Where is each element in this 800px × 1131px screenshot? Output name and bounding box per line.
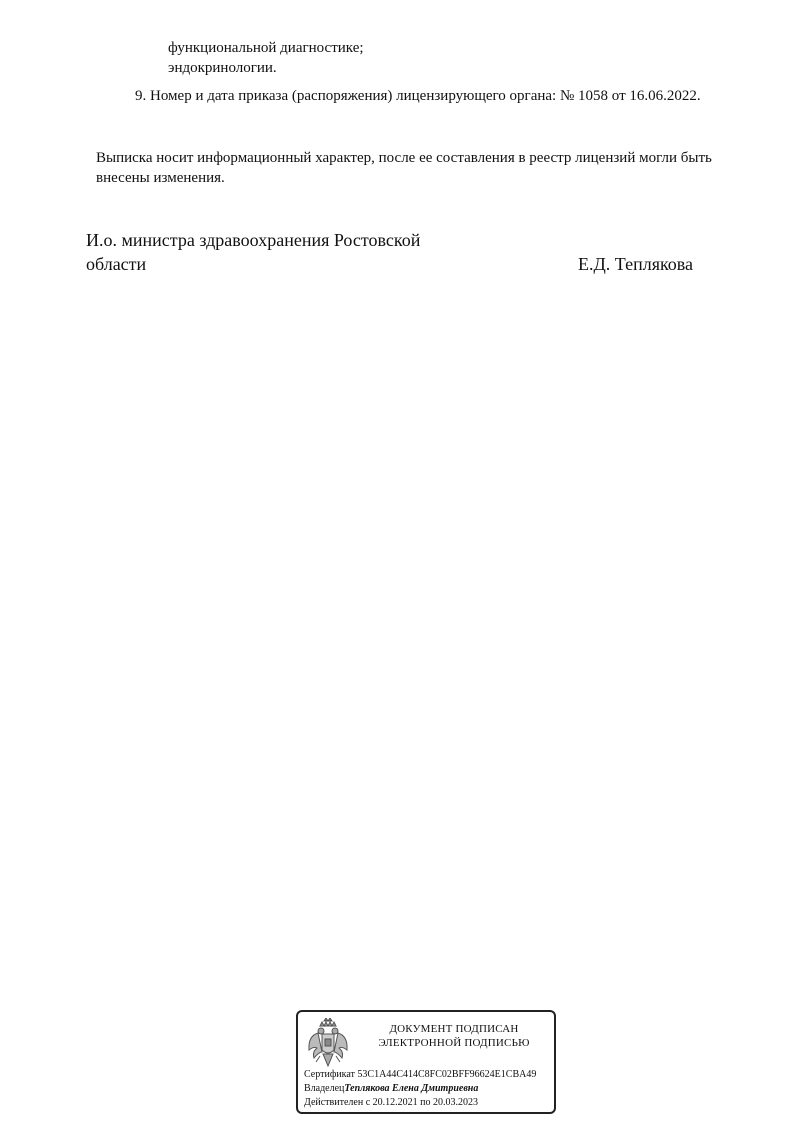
notice-text-line-1: Выписка носит информационный характер, после ее составления в реестр лицензий могли быть bbox=[96, 150, 712, 166]
license-order-item: 9. Номер и дата приказа (распоряжения) лицензирующего органа: № 1058 от 16.06.2022. bbox=[135, 88, 701, 104]
stamp-title-line-2: ЭЛЕКТРОННОЙ ПОДПИСЬЮ bbox=[378, 1037, 530, 1049]
signatory-name: Е.Д. Теплякова bbox=[578, 254, 694, 274]
signatory-position: И.о. министра здравоохранения Ростовской bbox=[86, 230, 421, 250]
stamp-certificate bbox=[304, 1068, 536, 1081]
stamp-owner bbox=[304, 1082, 478, 1095]
coat-of-arms-icon bbox=[306, 1018, 350, 1070]
list-item: эндокринологии. bbox=[168, 60, 277, 76]
signatory-position-cont: области bbox=[86, 254, 147, 274]
owner-label: Владелец bbox=[304, 1083, 345, 1094]
electronic-signature-stamp bbox=[296, 1010, 556, 1114]
certificate-label: Сертификат bbox=[304, 1069, 355, 1080]
stamp-title-line-1: ДОКУМЕНТ ПОДПИСАН bbox=[389, 1023, 519, 1035]
list-item: функциональной диагностике; bbox=[168, 40, 364, 56]
certificate-value: 53C1A44C414C8FC02BFF96624E1CBA49 bbox=[357, 1069, 537, 1080]
stamp-title bbox=[356, 1022, 552, 1050]
notice-text-line-2: внесены изменения. bbox=[96, 170, 225, 186]
stamp-validity: Действителен с 20.12.2021 по 20.03.2023 bbox=[304, 1097, 478, 1108]
owner-value: Теплякова Елена Дмитриевна bbox=[344, 1083, 479, 1094]
